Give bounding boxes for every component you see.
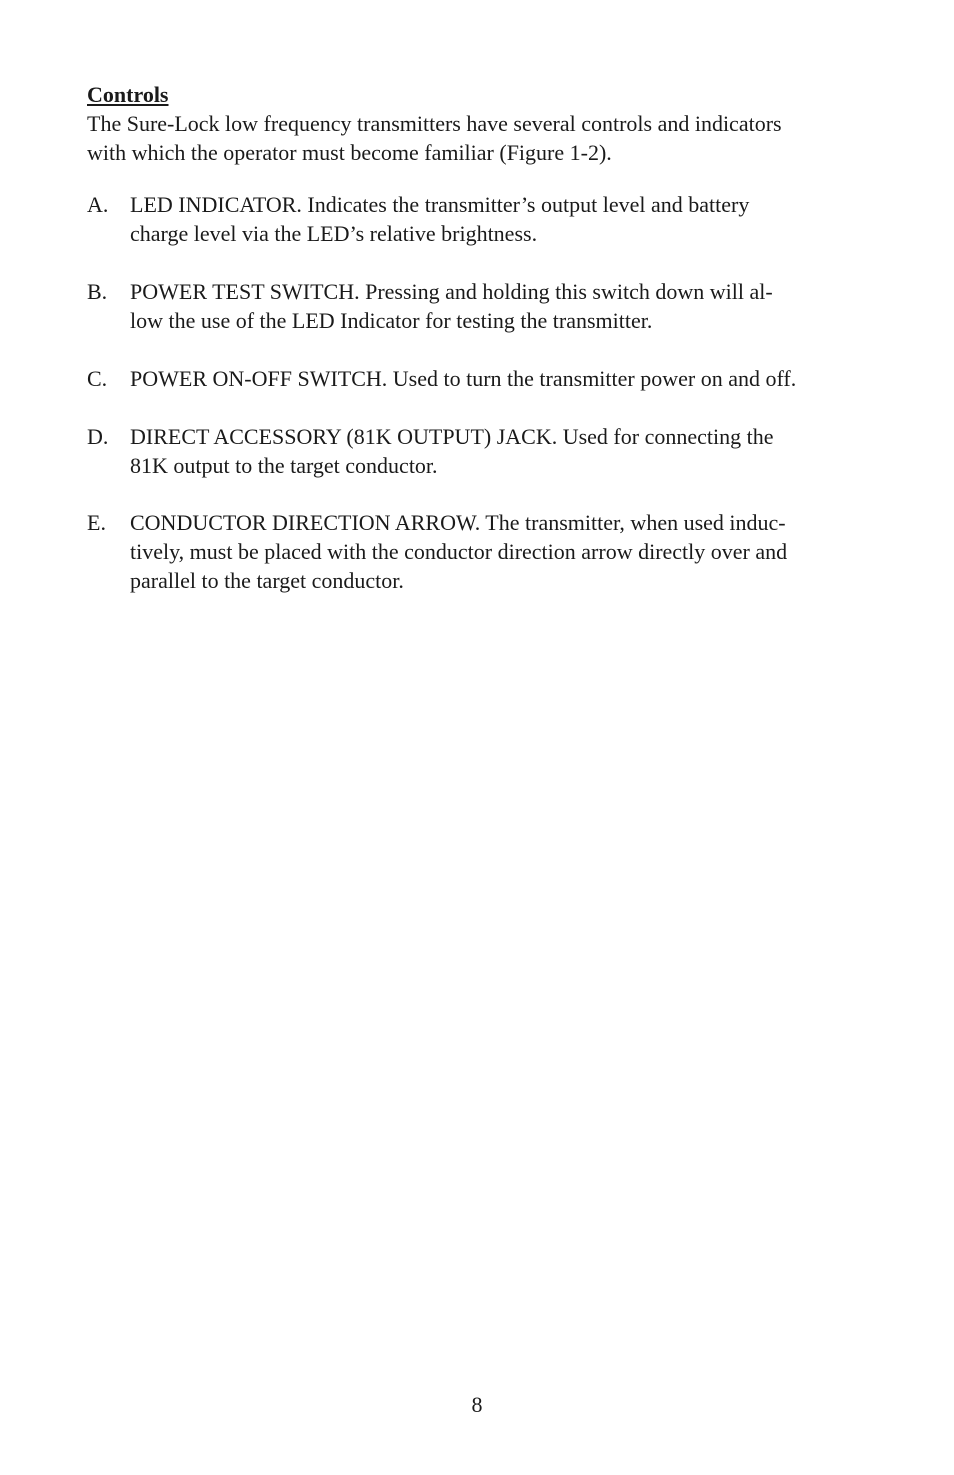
list-item-line: LED INDICATOR. Indicates the transmitter’s output level and battery (130, 192, 750, 217)
list-marker: B. (87, 279, 108, 304)
list-item-text (130, 508, 787, 595)
list-item-text (130, 190, 749, 248)
list-item-line: POWER TEST SWITCH. Pressing and holding this switch down will al- (130, 279, 773, 304)
list-item-line: POWER ON-OFF SWITCH. Used to turn the transmitter power on and off. (130, 366, 797, 391)
section-heading: Controls (87, 82, 169, 107)
list-item-text (130, 364, 796, 393)
list-item-line: parallel to the target conductor. (130, 568, 404, 593)
list-item-line: CONDUCTOR DIRECTION ARROW. The transmitter, when used induc- (130, 510, 786, 535)
list-item-line: 81K output to the target conductor. (130, 453, 438, 478)
list-marker: A. (87, 192, 109, 217)
list-marker: D. (87, 424, 109, 449)
list-item-text (130, 422, 773, 480)
intro-line: with which the operator must become familiar (Figure 1-2). (87, 140, 612, 165)
list-item-line: tively, must be placed with the conductor direction arrow directly over and (130, 539, 788, 564)
list-marker: C. (87, 366, 108, 391)
list-item-text (130, 277, 773, 335)
list-item-line: DIRECT ACCESSORY (81K OUTPUT) JACK. Used for connecting the (130, 424, 774, 449)
page-number: 8 (471, 1392, 483, 1417)
intro-line: The Sure-Lock low frequency transmitters have several controls and indicators (87, 111, 782, 136)
list-marker: E. (87, 510, 106, 535)
list-item-line: charge level via the LED’s relative brightness. (130, 221, 538, 246)
list-item-line: low the use of the LED Indicator for testing the transmitter. (130, 308, 653, 333)
intro-paragraph (87, 109, 887, 167)
